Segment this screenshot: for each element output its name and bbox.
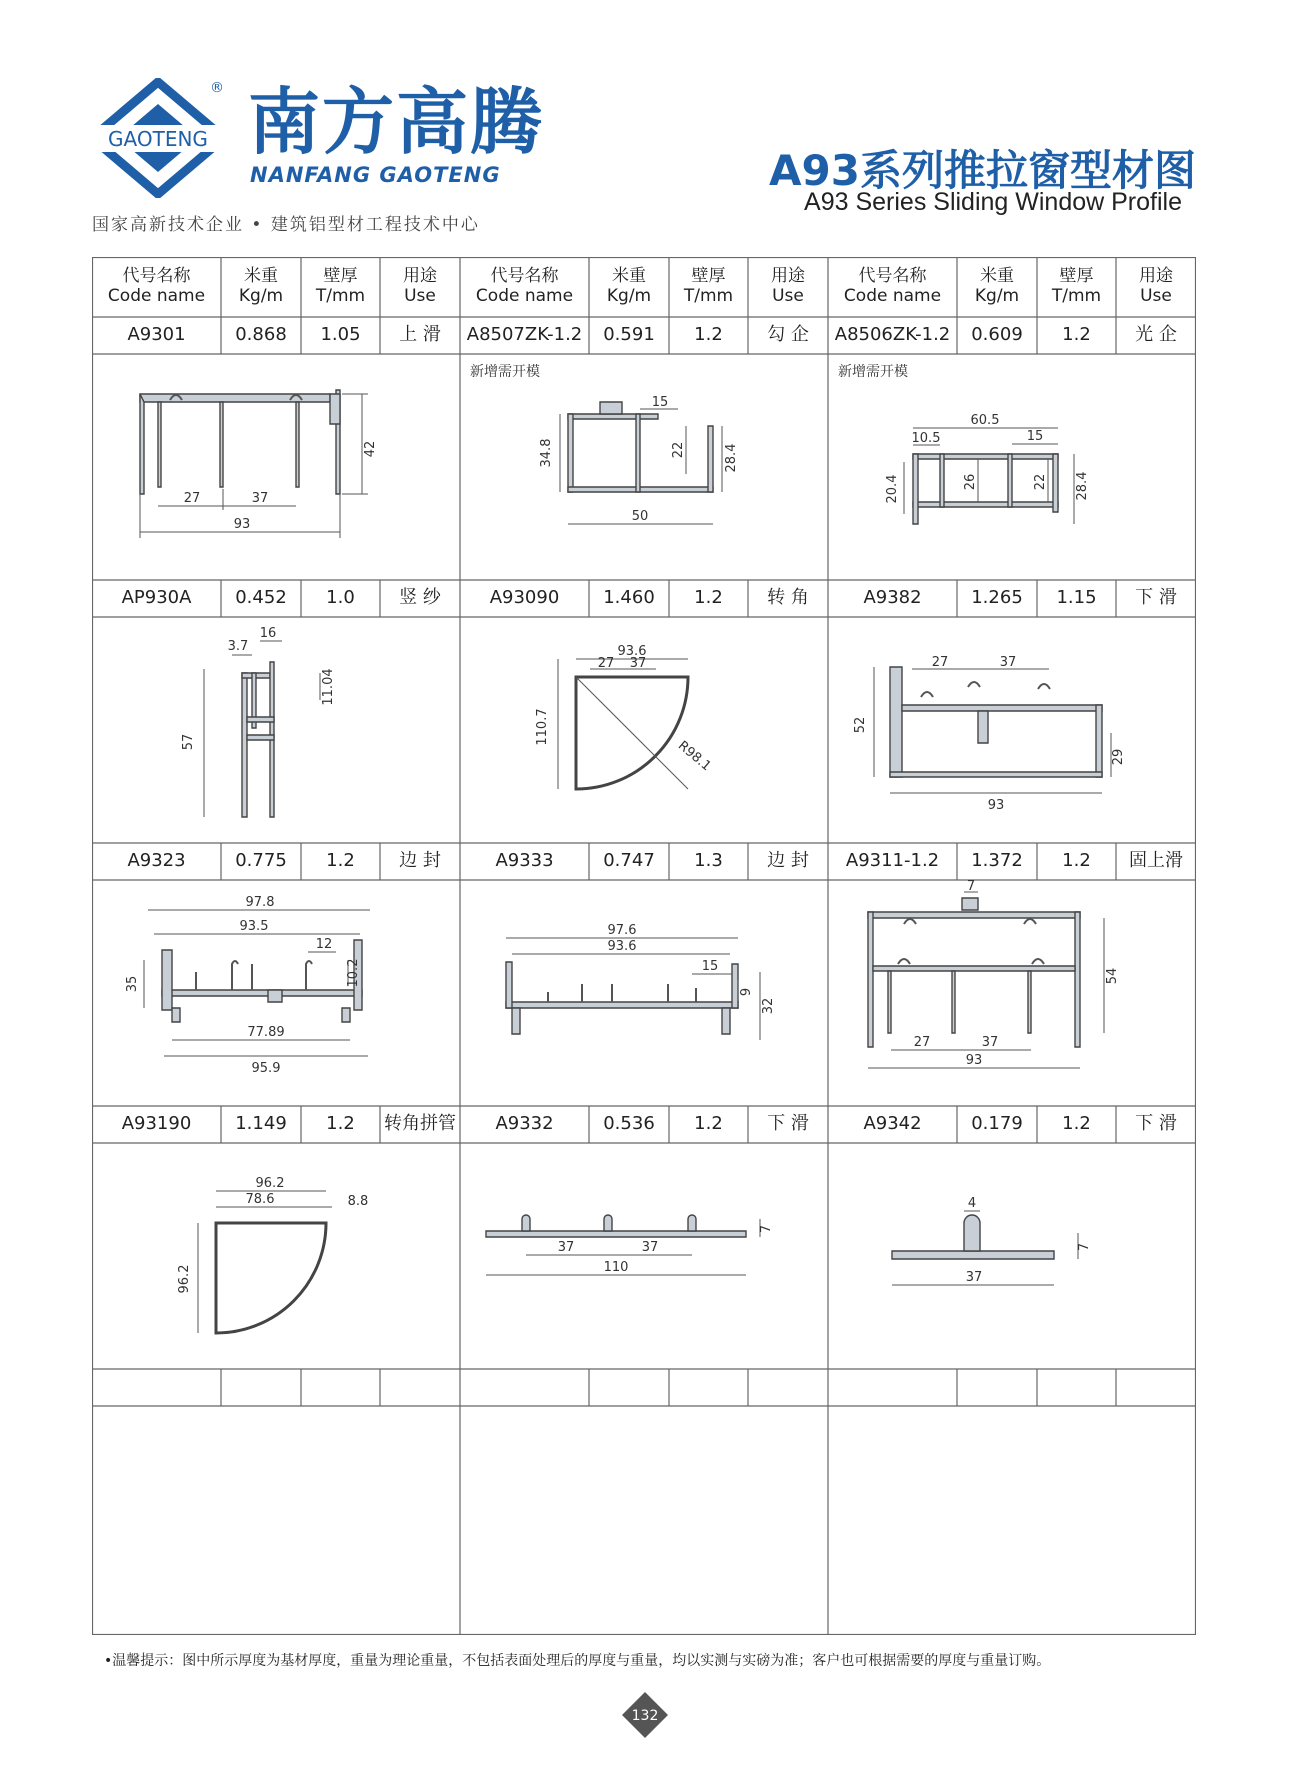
svg-text:15: 15 [651,395,669,410]
svg-text:97.6: 97.6 [607,923,637,938]
row-cell-weight: 1.460 [603,587,655,609]
brand-name-en: NANFANG GAOTENG [250,163,501,187]
svg-text:8.8: 8.8 [347,1194,369,1209]
row-cell-thick: 1.2 [694,324,723,346]
hdr-code: 代号名称 Code name [843,266,942,306]
row-cell-weight: 1.372 [971,850,1023,872]
row-cell-use: 固上滑 [1129,850,1183,872]
row-cell-use: 转 角 [767,587,809,609]
page-number: 132 [631,1708,659,1724]
page-title: A93系列推拉窗型材图 [769,146,1196,195]
row-cell-use: 下 滑 [767,1113,809,1135]
hdr-thick: 壁厚 T/mm [315,266,366,306]
registered-mark: ® [210,80,224,96]
svg-text:54: 54 [1105,967,1120,985]
row-cell-thick: 1.2 [694,1113,723,1135]
hdr-use: 用途 Use [403,266,437,306]
drawing-a9323 [92,880,460,1106]
svg-text:9: 9 [739,987,754,997]
svg-text:50: 50 [631,509,649,524]
drawing-a9382 [828,617,1196,843]
row-cell-code: A9333 [495,850,554,872]
row-cell-weight: 0.591 [603,324,655,346]
hdr-thick: 壁厚 T/mm [683,266,734,306]
page-number-badge [620,1690,670,1740]
row-cell-weight: 0.775 [235,850,287,872]
hdr-code: 代号名称 Code name [107,266,206,306]
row-cell-thick: 1.15 [1056,587,1097,609]
svg-text:29: 29 [1111,748,1126,766]
drawing-a8507zk [460,354,828,580]
svg-text:15: 15 [701,959,719,974]
row-cell-thick: 1.2 [1062,850,1091,872]
hdr-use: 用途 Use [1139,266,1173,306]
svg-text:96.2: 96.2 [255,1176,285,1191]
logo-text: GAOTENG [108,127,208,151]
svg-text:37: 37 [981,1035,999,1050]
row-cell-weight: 0.452 [235,587,287,609]
svg-text:96.2: 96.2 [177,1264,192,1294]
svg-text:22: 22 [671,441,686,459]
footer-note: •温馨提示：图中所示厚度为基材厚度，重量为理论重量，不包括表面处理后的厚度与重量，均以实测与实磅为准；客户也可根据需要的厚度与重量订购。 [104,1653,1051,1669]
row-cell-code: A9382 [863,587,922,609]
drawing-a93090 [460,617,828,843]
row-cell-thick: 1.0 [326,587,355,609]
svg-text:95.9: 95.9 [251,1061,281,1076]
svg-text:42: 42 [363,440,378,458]
row-cell-use: 转角拼管 [384,1113,456,1135]
row-cell-thick: 1.2 [1062,324,1091,346]
new-mold-note: 新增需开模 [838,364,908,380]
svg-text:27: 27 [597,656,615,671]
svg-text:27: 27 [183,491,201,506]
row-cell-weight: 1.149 [235,1113,287,1135]
profile-table [92,257,1196,1635]
drawing-a9332 [460,1143,828,1369]
svg-text:37: 37 [999,655,1017,670]
row-cell-thick: 1.3 [694,850,723,872]
drawing-a9342 [828,1143,1196,1369]
svg-text:37: 37 [965,1270,983,1285]
svg-text:27: 27 [913,1035,931,1050]
svg-text:7: 7 [966,880,976,894]
new-mold-note: 新增需开模 [470,364,540,380]
row-cell-weight: 1.265 [971,587,1023,609]
row-cell-code: A8506ZK-1.2 [834,324,951,346]
row-cell-weight: 0.179 [971,1113,1023,1135]
drawing-a8506zk [828,354,1196,580]
tagline: 国家高新技术企业 • 建筑铝型材工程技术中心 [92,215,480,235]
svg-text:110: 110 [603,1260,629,1275]
row-cell-thick: 1.2 [326,1113,355,1135]
row-cell-use: 边 封 [767,850,809,872]
row-cell-weight: 0.747 [603,850,655,872]
drawing-a93190 [92,1143,460,1369]
svg-text:11.04: 11.04 [321,668,336,706]
svg-text:10.2: 10.2 [346,958,361,988]
row-cell-weight: 0.536 [603,1113,655,1135]
svg-text:15: 15 [1026,429,1044,444]
svg-text:57: 57 [181,733,196,751]
svg-text:27: 27 [931,655,949,670]
svg-text:77.89: 77.89 [247,1025,285,1040]
svg-text:28.4: 28.4 [724,443,739,473]
row-cell-code: A93190 [121,1113,192,1135]
row-cell-use: 边 封 [399,850,441,872]
svg-text:4: 4 [967,1196,977,1211]
row-cell-thick: 1.2 [326,850,355,872]
hdr-use: 用途 Use [771,266,805,306]
svg-text:34.8: 34.8 [539,438,554,468]
svg-text:37: 37 [557,1240,575,1255]
svg-text:97.8: 97.8 [245,895,275,910]
row-cell-code: AP930A [121,587,192,609]
hdr-weight: 米重 Kg/m [606,266,652,306]
svg-text:78.6: 78.6 [245,1192,275,1207]
svg-text:110.7: 110.7 [535,708,550,746]
row-cell-code: A8507ZK-1.2 [466,324,583,346]
svg-text:16: 16 [259,626,277,641]
svg-text:26: 26 [963,473,978,491]
svg-text:12: 12 [315,937,333,952]
brand-name-cn: 南方高腾 [248,80,545,164]
svg-text:37: 37 [641,1240,659,1255]
row-cell-code: A9301 [127,324,186,346]
row-cell-thick: 1.2 [1062,1113,1091,1135]
hdr-code: 代号名称 Code name [475,266,574,306]
svg-text:93: 93 [233,517,251,532]
hdr-weight: 米重 Kg/m [974,266,1020,306]
svg-text:3.7: 3.7 [227,639,249,654]
svg-text:7: 7 [759,1224,774,1234]
svg-text:20.4: 20.4 [885,474,900,504]
svg-text:22: 22 [1033,473,1048,491]
row-cell-code: A9323 [127,850,186,872]
svg-text:37: 37 [251,491,269,506]
row-cell-code: A9332 [495,1113,554,1135]
svg-text:10.5: 10.5 [911,431,941,446]
svg-text:7: 7 [1077,1242,1092,1252]
row-cell-use: 下 滑 [1135,1113,1177,1135]
svg-text:93: 93 [965,1053,983,1068]
svg-text:93.6: 93.6 [617,644,647,659]
drawing-a9301 [92,354,460,580]
row-cell-code: A93090 [489,587,560,609]
row-cell-use: 勾 企 [767,324,809,346]
svg-text:32: 32 [761,997,776,1015]
row-cell-thick: 1.2 [694,587,723,609]
row-cell-code: A9311-1.2 [845,850,940,872]
page-subtitle: A93 Series Sliding Window Profile [804,188,1182,216]
svg-text:93.6: 93.6 [607,939,637,954]
drawing-a9311 [828,880,1196,1106]
svg-text:35: 35 [125,975,140,993]
row-cell-thick: 1.05 [320,324,361,346]
row-cell-use: 下 滑 [1135,587,1177,609]
svg-text:37: 37 [629,656,647,671]
svg-text:R98.1: R98.1 [674,738,714,775]
svg-text:52: 52 [853,716,868,734]
drawing-ap930a [92,617,460,843]
svg-text:28.4: 28.4 [1075,471,1090,501]
row-cell-weight: 0.868 [235,324,287,346]
row-cell-use: 竖 纱 [399,587,441,609]
drawing-a9333 [460,880,828,1106]
row-cell-use: 光 企 [1135,324,1177,346]
hdr-weight: 米重 Kg/m [238,266,284,306]
row-cell-weight: 0.609 [971,324,1023,346]
hdr-thick: 壁厚 T/mm [1051,266,1102,306]
svg-text:60.5: 60.5 [970,413,1000,428]
company-logo [88,78,228,198]
svg-text:93.5: 93.5 [239,919,269,934]
row-cell-use: 上 滑 [399,324,441,346]
row-cell-code: A9342 [863,1113,922,1135]
svg-text:93: 93 [987,798,1005,813]
